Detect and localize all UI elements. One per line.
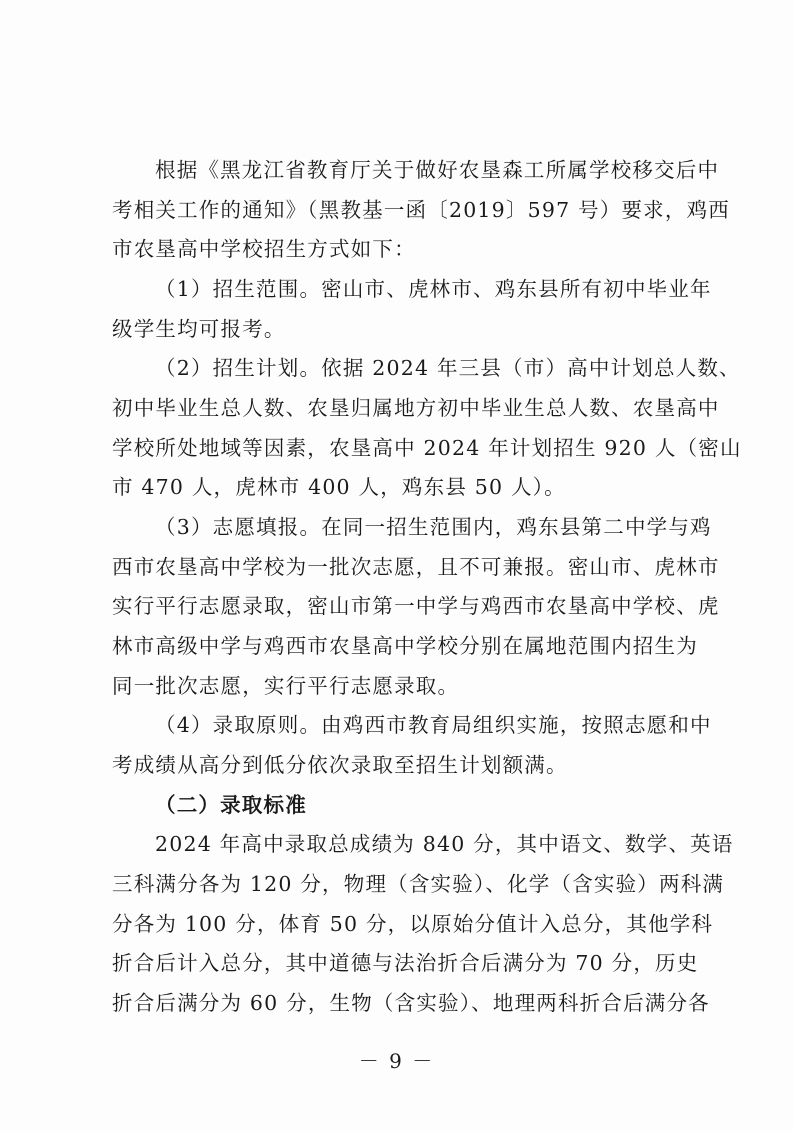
paragraph-line: 林市高级中学与鸡西市农垦高中学校分别在属地范围内招生为 [112,634,698,658]
paragraph-line: （2）招生计划。依据 2024 年三县（市）高中计划总人数、 [155,356,741,381]
paragraph-line: 实行平行志愿录取，密山市第一中学与鸡西市农垦高中学校、虎 [112,594,720,619]
paragraph-line: 折合后满分为 60 分，生物（含实验）、地理两科折合后满分各 [112,991,710,1015]
page-number: － 9 － [358,1049,435,1073]
paragraph-line: 初中毕业生总人数、农垦归属地方初中毕业生总人数、农垦高中 [112,396,720,420]
paragraph-line: 市农垦高中学校招生方式如下： [112,237,416,262]
paragraph-line: 级学生均可报考。 [112,316,286,341]
paragraph-line: （3）志愿填报。在同一招生范围内，鸡东县第二中学与鸡 [155,515,712,539]
paragraph-line: 三科满分各为 120 分，物理（含实验）、化学（含实验）两科满 [112,872,725,896]
paragraph-line: 2024 年高中录取总成绩为 840 分，其中语文、数学、英语 [155,832,734,857]
paragraph-line: 学校所处地域等因素，农垦高中 2024 年计划招生 920 人（密山 [112,435,742,460]
paragraph-line: （4）录取原则。由鸡西市教育局组织实施，按照志愿和中 [155,713,712,738]
paragraph-line: 同一批次志愿，实行平行志愿录取。 [112,673,460,698]
paragraph-line: 考相关工作的通知》（黑教基一函〔2019〕597 号）要求，鸡西 [112,197,730,222]
section-heading: （二）录取标准 [155,792,307,817]
paragraph-line: 市 470 人，虎林市 400 人，鸡东县 50 人）。 [112,475,566,500]
paragraph-line: 考成绩从高分到低分依次录取至招生计划额满。 [112,753,568,777]
paragraph-line: 根据《黑龙江省教育厅关于做好农垦森工所属学校移交后中 [155,158,720,182]
paragraph-line: 西市农垦高中学校为一批次志愿，且不可兼报。密山市、虎林市 [112,554,720,579]
paragraph-line: 分各为 100 分，体育 50 分，以原始分值计入总分，其他学科 [112,911,714,936]
paragraph-line: 折合后计入总分，其中道德与法治折合后满分为 70 分，历史 [112,951,699,976]
paragraph-line: （1）招生范围。密山市、虎林市、鸡东县所有初中毕业年 [155,277,712,301]
